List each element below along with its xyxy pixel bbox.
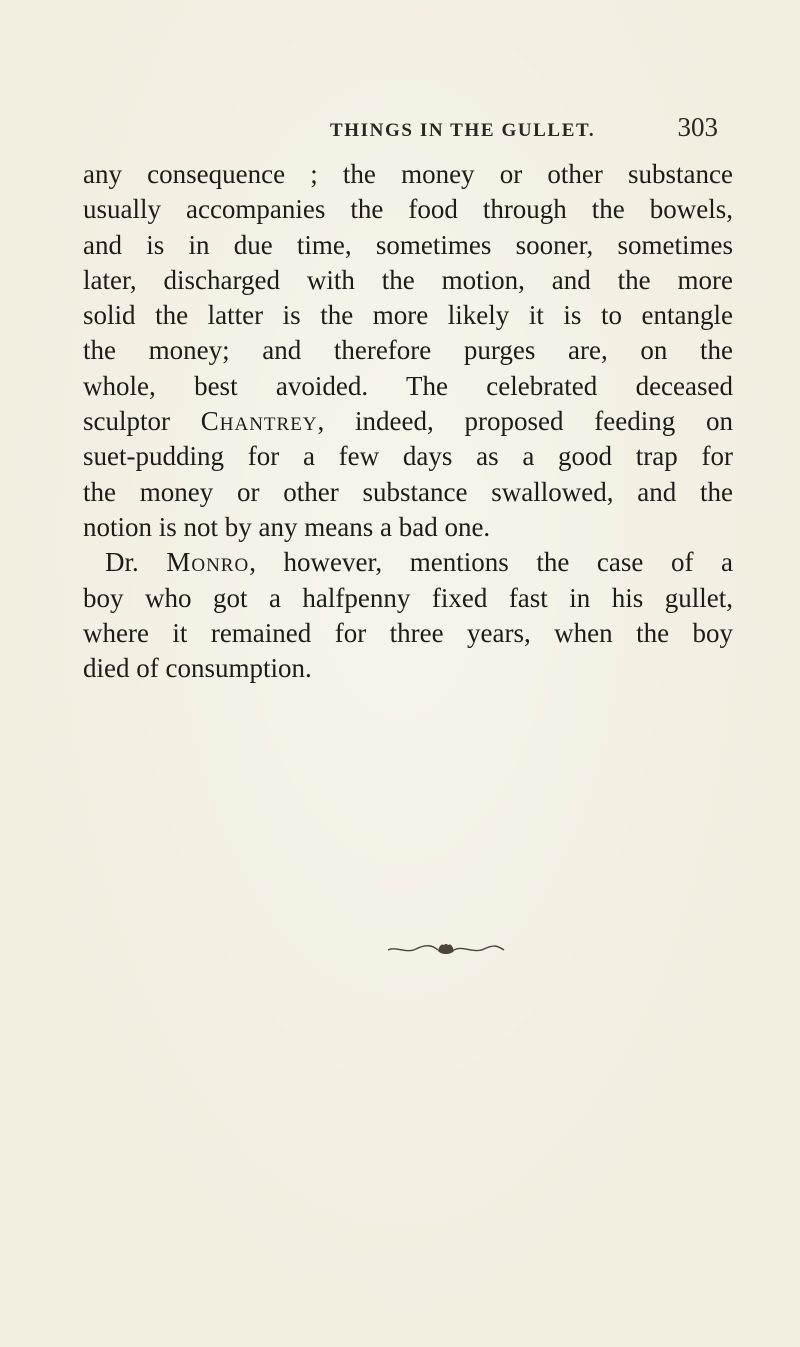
text-line: later, discharged with the motion, and the more [83,264,733,295]
text-fragment: , indeed, proposed feeding on [317,406,733,437]
text-line-final: died of consumption. [83,653,312,684]
text-fragment: , however, mentions the case of a [249,547,734,578]
text-line-paragraph-end: notion is not by any means a bad one. [83,511,491,542]
text-line: solid the latter is the more likely it is to entangle [83,300,733,331]
text-line: any consequence ; the money or other substance [83,159,733,189]
name-chantrey: Chantrey [200,406,318,437]
text-line: suet-pudding for a few days as a good trap for [83,441,733,472]
body-text [83,157,733,686]
running-head [0,112,800,150]
text-fragment: Dr. [105,547,167,578]
text-line: and is in due time, sometimes sooner, sometimes [83,229,733,260]
text-line: the money; and therefore purges are, on the [83,335,733,366]
tailpiece-ornament-icon [386,942,506,956]
text-line-monro [83,545,733,580]
name-monro: Monro [166,547,250,578]
text-line: where it remained for three years, when the boy [83,617,733,648]
text-line: whole, best avoided. The celebrated deceased [83,370,733,401]
running-head-title: THINGS IN THE GULLET. [330,120,596,141]
page-number: 303 [677,112,718,142]
text-line: the money or other substance swallowed, and the [83,476,733,507]
text-line: boy who got a halfpenny fixed fast in his gullet, [83,582,733,613]
text-line-chantrey [83,404,733,439]
text-fragment: sculptor [83,406,201,437]
text-line: usually accompanies the food through the bowels, [83,194,733,225]
